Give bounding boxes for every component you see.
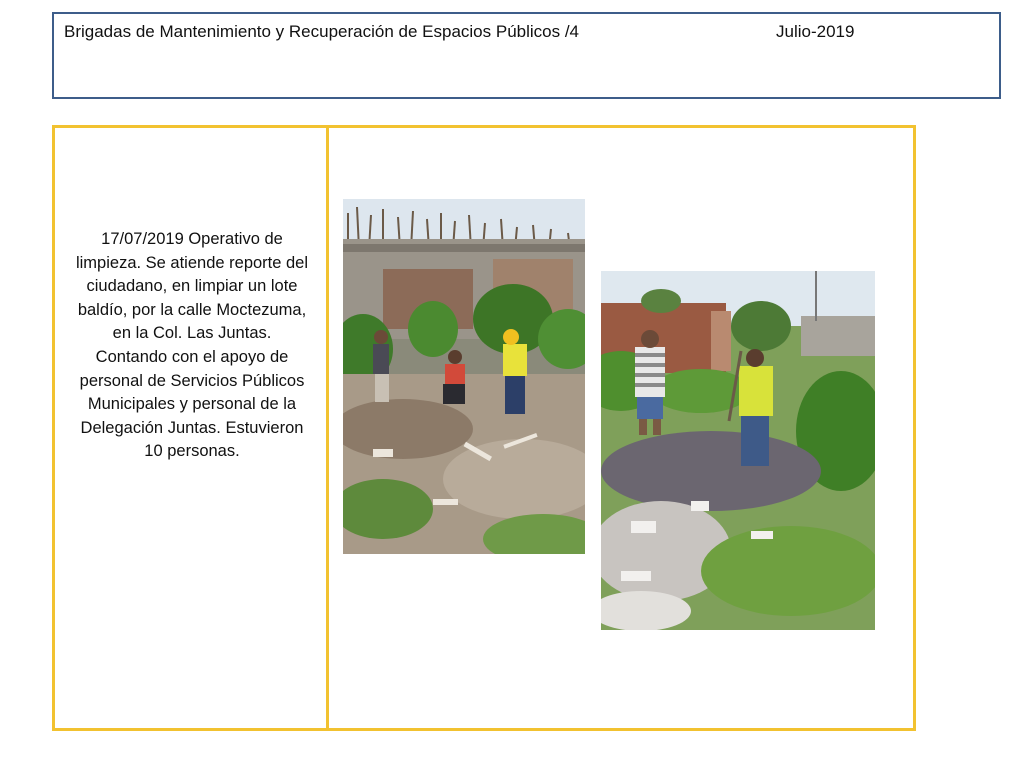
report-description: 17/07/2019 Operativo de limpieza. Se atiende reporte del ciudadano, en limpiar un lote baldío, por la calle Moctezuma, en la Col. Las Juntas. Contando con el apoyo de personal de Servicios Públicos Municipales y personal de la Delegación Juntas. Estuvieron 10 personas. (75, 230, 309, 461)
report-date: Julio-2019 (776, 22, 855, 41)
content-panel (52, 125, 916, 731)
column-divider (326, 128, 329, 728)
header-box (52, 12, 1001, 99)
cleanup-photo-2 (601, 271, 875, 630)
cleanup-photo-1 (343, 199, 585, 554)
page-title: Brigadas de Mantenimiento y Recuperación de Espacios Públicos /4 (64, 22, 580, 41)
